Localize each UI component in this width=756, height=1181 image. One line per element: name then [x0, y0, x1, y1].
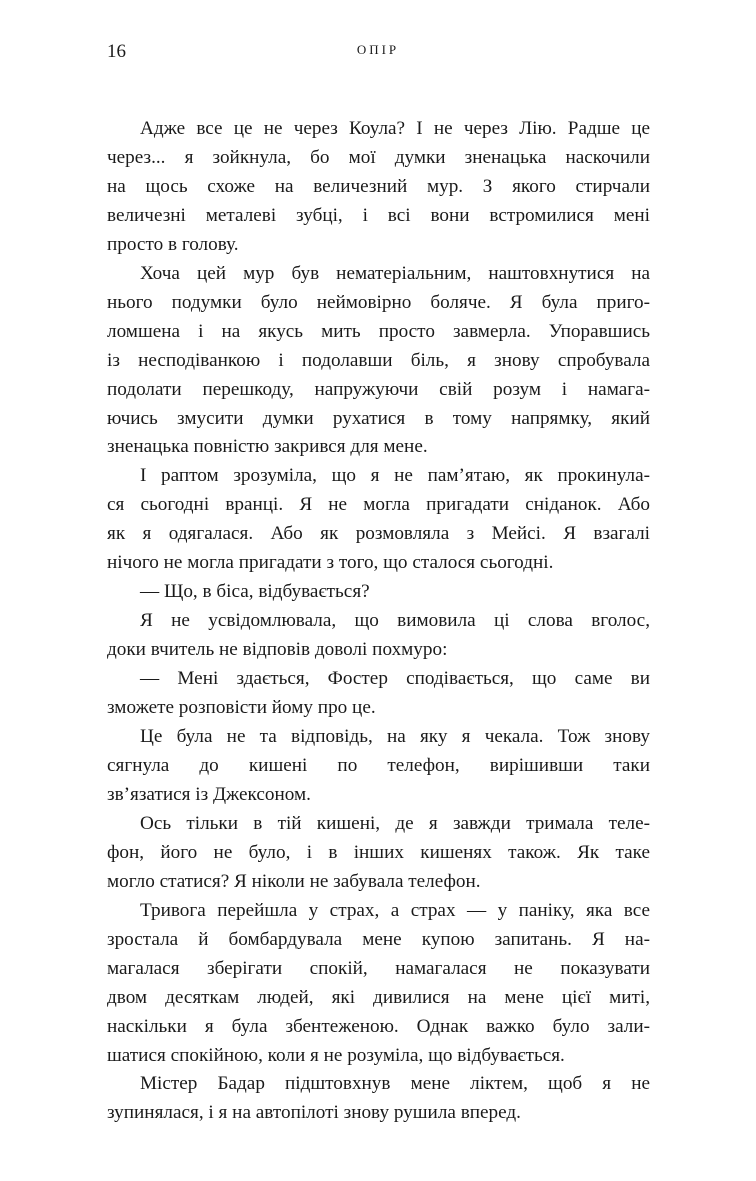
text-line: зможете розповісти йому про це. — [107, 697, 376, 719]
text-line: зненацька повністю закрився для мене. — [107, 436, 428, 458]
text-line: зв’язатися із Джексоном. — [107, 783, 311, 805]
paragraph — [107, 723, 650, 810]
paragraph — [107, 810, 650, 897]
text-line: доки вчитель не відповів доволі похмуро: — [107, 639, 448, 661]
text-line: як я одягалася. Або як розмовляла з Мейсі. Я взагалі — [107, 523, 650, 545]
text-line: нічого не могла пригадати з того, що сталося сьогодні. — [107, 552, 554, 574]
text-line: Це була не та відповідь, на яку я чекала. Тож знову — [140, 726, 650, 748]
paragraph — [107, 665, 650, 723]
text-line: Ось тільки в тій кишені, де я завжди тримала теле- — [140, 812, 650, 834]
paragraph — [107, 462, 650, 578]
paragraph — [107, 115, 650, 260]
text-line: магалася зберігати спокій, намагалася не показувати — [107, 957, 650, 979]
text-line: нього подумки було неймовірно боляче. Я була приго- — [107, 291, 650, 313]
running-title: ОПІР — [356, 42, 400, 57]
text-line: Адже все це не через Коула? І не через Лію. Радше це — [140, 118, 650, 139]
text-line: ючись змусити думки рухатися в тому напрямку, який — [107, 407, 650, 429]
text-line: — Мені здається, Фостер сподівається, що саме ви — [140, 668, 650, 690]
text-line: — Що, в біса, відбувається? — [140, 581, 370, 603]
text-line: двом десяткам людей, які дивилися на мене цієї миті, — [107, 986, 650, 1008]
paragraph — [107, 897, 650, 1071]
text-line: величезні металеві зубці, і всі вони встромилися мені — [107, 204, 650, 226]
text-line: І раптом зрозуміла, що я не пам’ятаю, як прокинула- — [140, 465, 650, 487]
text-line: шатися спокійною, коли я не розуміла, що відбувається. — [107, 1044, 565, 1066]
text-line: сягнула до кишені по телефон, вирішивши таки — [107, 754, 650, 776]
text-line: просто в голову. — [107, 233, 239, 255]
paragraph — [107, 1070, 650, 1128]
text-line: зупинялася, і я на автопілоті знову рушила вперед. — [107, 1102, 521, 1124]
paragraph — [107, 607, 650, 665]
text-line: Містер Бадар підштовхнув мене ліктем, щоб я не — [140, 1073, 650, 1095]
text-line: через... я зойкнула, бо мої думки зненацька наскочили — [107, 146, 650, 168]
text-line: Я не усвідомлювала, що вимовила ці слова вголос, — [140, 610, 650, 632]
text-line: наскільки я була збентеженою. Однак важко було зали- — [107, 1015, 650, 1037]
text-line: ся сьогодні вранці. Я не могла пригадати сніданок. Або — [107, 494, 650, 516]
text-line: із несподіванкою і подолавши біль, я знову спробувала — [107, 349, 650, 371]
page-number: 16 — [107, 41, 126, 62]
text-line: Тривога перейшла у страх, а страх — у паніку, яка все — [140, 899, 650, 921]
text-line: могло статися? Я ніколи не забувала телефон. — [107, 870, 481, 892]
body-text — [107, 115, 650, 1128]
text-line: зростала й бомбардувала мене купою запитань. Я на- — [107, 928, 650, 950]
text-line: подолати перешкоду, напружуючи свій розум і намага- — [107, 378, 650, 400]
paragraph — [107, 260, 650, 463]
text-line: на щось схоже на величезний мур. З якого стирчали — [107, 175, 650, 197]
text-line: ломшена і на якусь мить просто завмерла. Упоравшись — [107, 320, 650, 342]
text-line: фон, його не було, і в інших кишенях також. Як таке — [107, 841, 650, 863]
paragraph — [107, 578, 650, 607]
text-line: Хоча цей мур був нематеріальним, наштовхнутися на — [140, 262, 650, 284]
